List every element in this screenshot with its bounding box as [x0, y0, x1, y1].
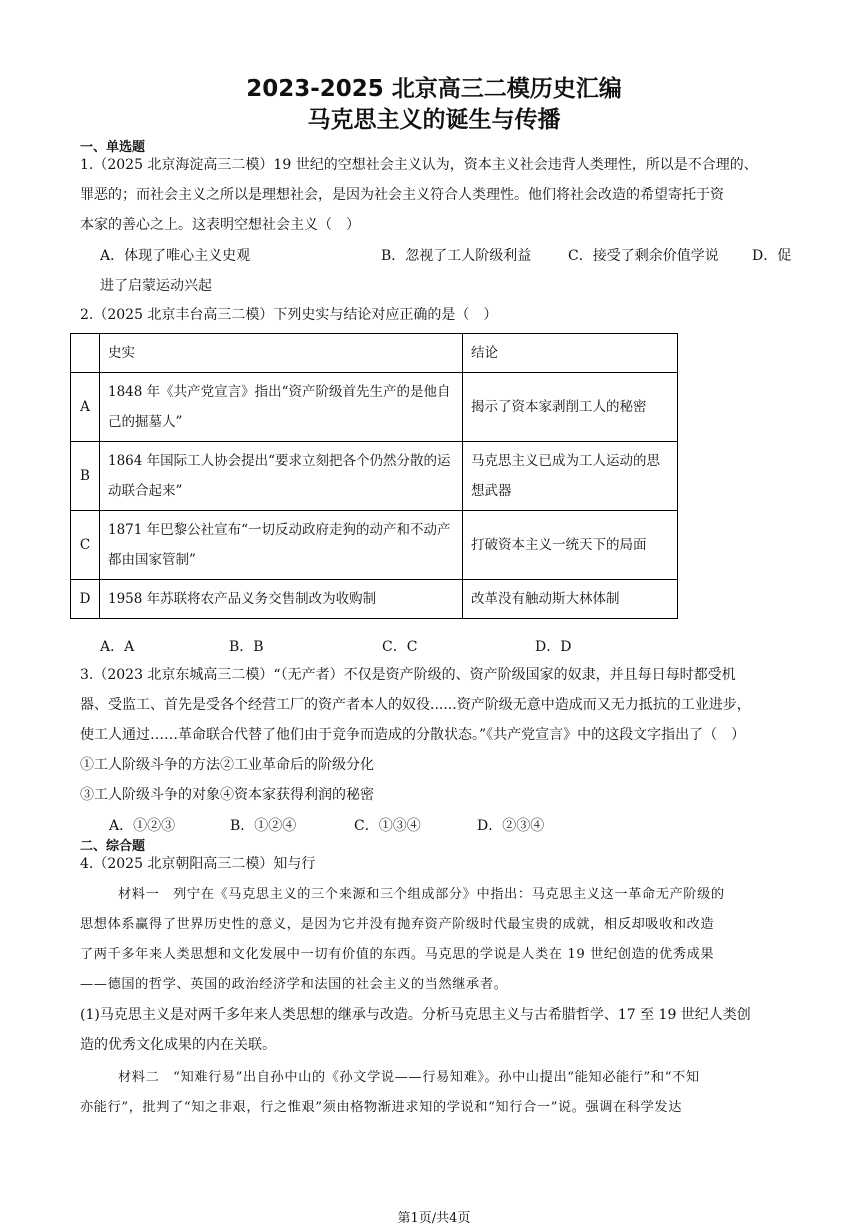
q3-option-d: D．②③④	[477, 818, 545, 834]
q1-stem-line: 本家的善心之上。这表明空想社会主义（ ）	[80, 217, 360, 233]
q3-stem-line: 器、受监工、首先是受各个经营工厂的资产者本人的奴役......资产阶级无意中造成而又无力抵抗的工业进步，	[80, 697, 751, 713]
row-key: C	[71, 511, 100, 580]
section-heading-comprehensive: 二、综合题	[80, 839, 146, 854]
page-footer: 第1页/共4页	[397, 1211, 471, 1226]
table-header-conclusion: 结论	[463, 334, 678, 373]
q4-subquestion1-line: (1)马克思主义是对两千多年来人类思想的继承与改造。分析马克思主义与古希腊哲学、17 至 19 世纪人类创	[80, 1007, 751, 1023]
q1-option-a: A．体现了唯心主义史观	[100, 248, 251, 264]
q3-statement-line: ③工人阶级斗争的对象④资本家获得利润的秘密	[80, 787, 374, 803]
q1-option-c: C．接受了剩余价值学说	[568, 248, 719, 264]
q4-subquestion1-line: 造的优秀文化成果的内在关联。	[80, 1037, 276, 1053]
q4-material1-line: 思想体系赢得了世界历史性的意义，是因为它并没有抛弃资产阶级时代最宝贵的成就，相反却吸收和改造	[80, 917, 715, 932]
q2-option-a: A．A	[100, 639, 135, 655]
table-row	[71, 442, 678, 511]
q1-option-d: D．促	[752, 248, 792, 264]
q1-option-b: B．忽视了工人阶级利益	[381, 248, 532, 264]
q3-statement-line: ①工人阶级斗争的方法②工业革命后的阶级分化	[80, 757, 374, 773]
table-row	[71, 580, 678, 619]
row-fact: 1864 年国际工人协会提出“要求立刻把各个仍然分散的运动联合起来”	[100, 442, 463, 511]
q2-table	[70, 333, 678, 619]
table-row	[71, 373, 678, 442]
row-key: D	[71, 580, 100, 619]
q4-stem: 4.（2025 北京朝阳高三二模）知与行	[80, 856, 316, 872]
q3-stem-line: 使工人通过……革命联合代替了他们由于竞争而造成的分散状态。”《共产党宣言》中的这段文字指出了（ ）	[80, 727, 746, 743]
row-fact: 1848 年《共产党宣言》指出“资产阶级首先生产的是他自己的掘墓人”	[100, 373, 463, 442]
row-conclusion: 揭示了资本家剥削工人的秘密	[463, 373, 678, 442]
table-header-key	[71, 334, 100, 373]
q3-option-a: A．①②③	[109, 818, 176, 834]
q1-stem-line: 1.（2025 北京海淀高三二模）19 世纪的空想社会主义认为，资本主义社会违背人类理性，所以是不合理的、	[80, 157, 758, 173]
row-key: A	[71, 373, 100, 442]
q2-stem: 2.（2025 北京丰台高三二模）下列史实与结论对应正确的是（ ）	[80, 307, 498, 323]
q4-material1-line: 了两千多年来人类思想和文化发展中一切有价值的东西。马克思的学说是人类在 19 世纪创造的优秀成果	[80, 947, 715, 962]
q2-option-b: B．B	[229, 639, 264, 655]
row-conclusion: 马克思主义已成为工人运动的思想武器	[463, 442, 678, 511]
q3-option-c: C．①③④	[354, 818, 421, 834]
q1-stem-line: 罪恶的；而社会主义之所以是理想社会，是因为社会主义符合人类理性。他们将社会改造的希望寄托于资	[80, 187, 724, 203]
row-fact: 1871 年巴黎公社宣布“一切反动政府走狗的动产和不动产都由国家管制”	[100, 511, 463, 580]
row-key: B	[71, 442, 100, 511]
q1-option-d-continued: 进了启蒙运动兴起	[100, 278, 212, 294]
document-title: 2023-2025 北京高三二模历史汇编	[246, 76, 622, 102]
q4-material2-line: 亦能行”，批判了“知之非艰，行之惟艰”须由格物渐进求知的学说和“知行合一”说。强调在科学发达	[80, 1100, 682, 1115]
q2-option-c: C．C	[382, 639, 418, 655]
section-heading-single-choice: 一、单选题	[80, 140, 146, 155]
q3-stem-line: 3.（2023 北京东城高三二模）“（无产者）不仅是资产阶级的、资产阶级国家的奴隶，并且每日每时都受机	[80, 667, 736, 683]
q2-option-d: D．D	[535, 639, 572, 655]
table-row	[71, 511, 678, 580]
table-header-row	[71, 334, 678, 373]
q4-material1-line: ——德国的哲学、英国的政治经济学和法国的社会主义的当然继承者。	[80, 977, 508, 992]
q3-option-b: B．①②④	[230, 818, 297, 834]
row-conclusion: 改革没有触动斯大林体制	[463, 580, 678, 619]
row-conclusion: 打破资本主义一统天下的局面	[463, 511, 678, 580]
row-fact: 1958 年苏联将农产品义务交售制改为收购制	[100, 580, 463, 619]
q4-material2-line: 材料二 “知难行易”出自孙中山的《孙文学说——行易知难》。孙中山提出“能知必能行”和“不知	[118, 1070, 700, 1085]
q4-material1-line: 材料一 列宁在《马克思主义的三个来源和三个组成部分》中指出：马克思主义这一革命无产阶级的	[118, 887, 725, 902]
document-subtitle: 马克思主义的诞生与传播	[307, 107, 561, 133]
table-header-fact: 史实	[100, 334, 463, 373]
